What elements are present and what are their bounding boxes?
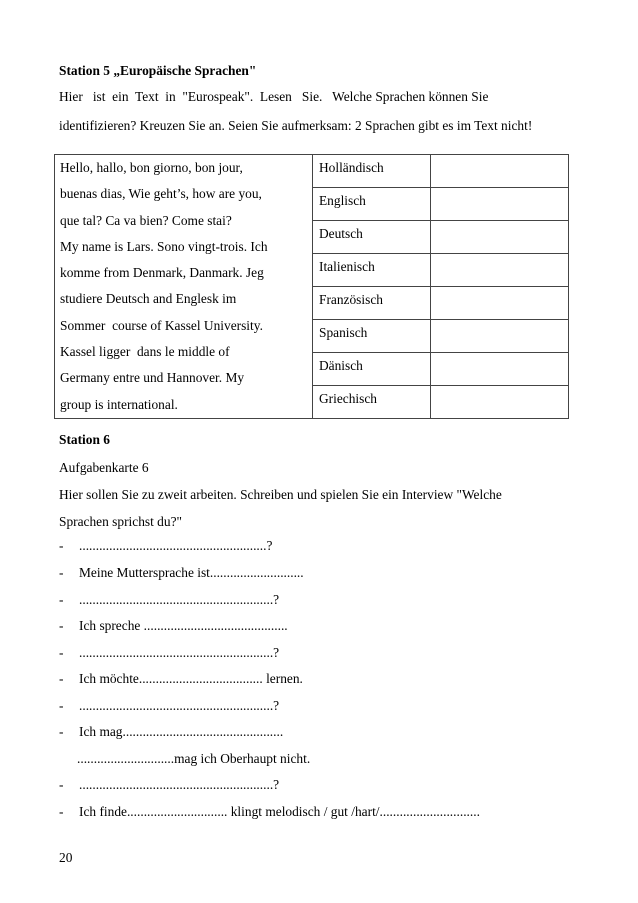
dash: - xyxy=(59,565,64,580)
interview-line-text[interactable]: Ich finde.............................. klingt melodisch / gut /hart/.............................. xyxy=(79,804,480,819)
checkbox-cell[interactable] xyxy=(431,352,569,385)
checkbox-cell[interactable] xyxy=(431,319,569,352)
interview-line xyxy=(59,724,283,740)
interview-line-text[interactable]: ........................................................? xyxy=(79,538,273,553)
eurospeak-line: que tal? Ca va bien? Come stai? xyxy=(60,212,232,228)
language-label: Deutsch xyxy=(313,220,431,253)
dash: - xyxy=(59,618,64,633)
eurospeak-line: group is international. xyxy=(60,396,178,412)
dash: - xyxy=(59,592,64,607)
interview-line-text[interactable]: Ich spreche ........................................... xyxy=(79,618,288,633)
station5-table xyxy=(54,154,569,419)
station5-intro-line-2: identifizieren? Kreuzen Sie an. Seien Sie aufmerksam: 2 Sprachen gibt es im Text nicht! xyxy=(59,118,533,133)
dash: - xyxy=(59,538,64,553)
interview-line xyxy=(59,538,272,554)
language-label: Dänisch xyxy=(313,352,431,385)
interview-line xyxy=(59,671,303,687)
checkbox-cell[interactable] xyxy=(431,253,569,286)
interview-line-text[interactable]: ..........................................................? xyxy=(79,645,280,660)
eurospeak-line: My name is Lars. Sono vingt-trois. Ich xyxy=(60,238,268,254)
interview-line-text[interactable]: Ich mag................................................ xyxy=(79,724,284,739)
interview-line xyxy=(59,565,304,581)
interview-line-text[interactable]: Ich möchte..................................... lernen. xyxy=(79,671,303,686)
station6-instruction-line-1: Hier sollen Sie zu zweit arbeiten. Schreiben und spielen Sie ein Interview "Welche xyxy=(59,487,502,502)
interview-line-text[interactable]: ..........................................................? xyxy=(79,698,280,713)
interview-continuation[interactable]: .............................mag ich Oberhaupt nicht. xyxy=(77,751,311,766)
language-label: Spanisch xyxy=(313,319,431,352)
dash: - xyxy=(59,671,64,686)
interview-line xyxy=(59,592,279,608)
eurospeak-line: studiere Deutsch and Englesk im xyxy=(60,291,237,307)
language-label: Holländisch xyxy=(313,155,431,188)
language-label: Griechisch xyxy=(313,385,431,418)
station5-title: Station 5 „Europäische Sprachen" xyxy=(59,63,257,78)
eurospeak-line: Kassel ligger dans le middle of xyxy=(60,344,230,360)
language-label: Französisch xyxy=(313,286,431,319)
dash: - xyxy=(59,777,64,792)
checkbox-cell[interactable] xyxy=(431,385,569,418)
dash: - xyxy=(59,804,64,819)
checkbox-cell[interactable] xyxy=(431,155,569,188)
checkbox-cell[interactable] xyxy=(431,187,569,220)
interview-line xyxy=(59,645,279,661)
interview-line-text[interactable]: Meine Muttersprache ist............................ xyxy=(79,565,304,580)
eurospeak-line: buenas dias, Wie geht’s, how are you, xyxy=(60,186,262,202)
interview-line-text[interactable]: ..........................................................? xyxy=(79,777,280,792)
interview-line-text[interactable]: ..........................................................? xyxy=(79,592,280,607)
language-label: Englisch xyxy=(313,187,431,220)
station6-instruction-line-2: Sprachen sprichst du?" xyxy=(59,514,182,529)
dash: - xyxy=(59,724,64,739)
interview-line xyxy=(59,618,288,634)
station6-subtitle: Aufgabenkarte 6 xyxy=(59,460,149,475)
checkbox-cell[interactable] xyxy=(431,220,569,253)
eurospeak-text-cell xyxy=(55,155,313,419)
eurospeak-line: Germany entre und Hannover. My xyxy=(60,370,245,386)
language-label: Italienisch xyxy=(313,253,431,286)
checkbox-cell[interactable] xyxy=(431,286,569,319)
interview-line xyxy=(59,804,480,820)
eurospeak-line: komme from Denmark, Danmark. Jeg xyxy=(60,265,264,281)
station6-title: Station 6 xyxy=(59,432,110,447)
dash: - xyxy=(59,698,64,713)
eurospeak-line: Sommer course of Kassel University. xyxy=(60,317,263,333)
station5-intro-line-1: Hier ist ein Text in "Eurospeak". Lesen Sie. Welche Sprachen können Sie xyxy=(59,89,489,104)
interview-line xyxy=(59,698,279,714)
dash: - xyxy=(59,645,64,660)
interview-line xyxy=(59,777,279,793)
eurospeak-line: Hello, hallo, bon giorno, bon jour, xyxy=(60,160,243,175)
page-number: 20 xyxy=(59,850,73,865)
